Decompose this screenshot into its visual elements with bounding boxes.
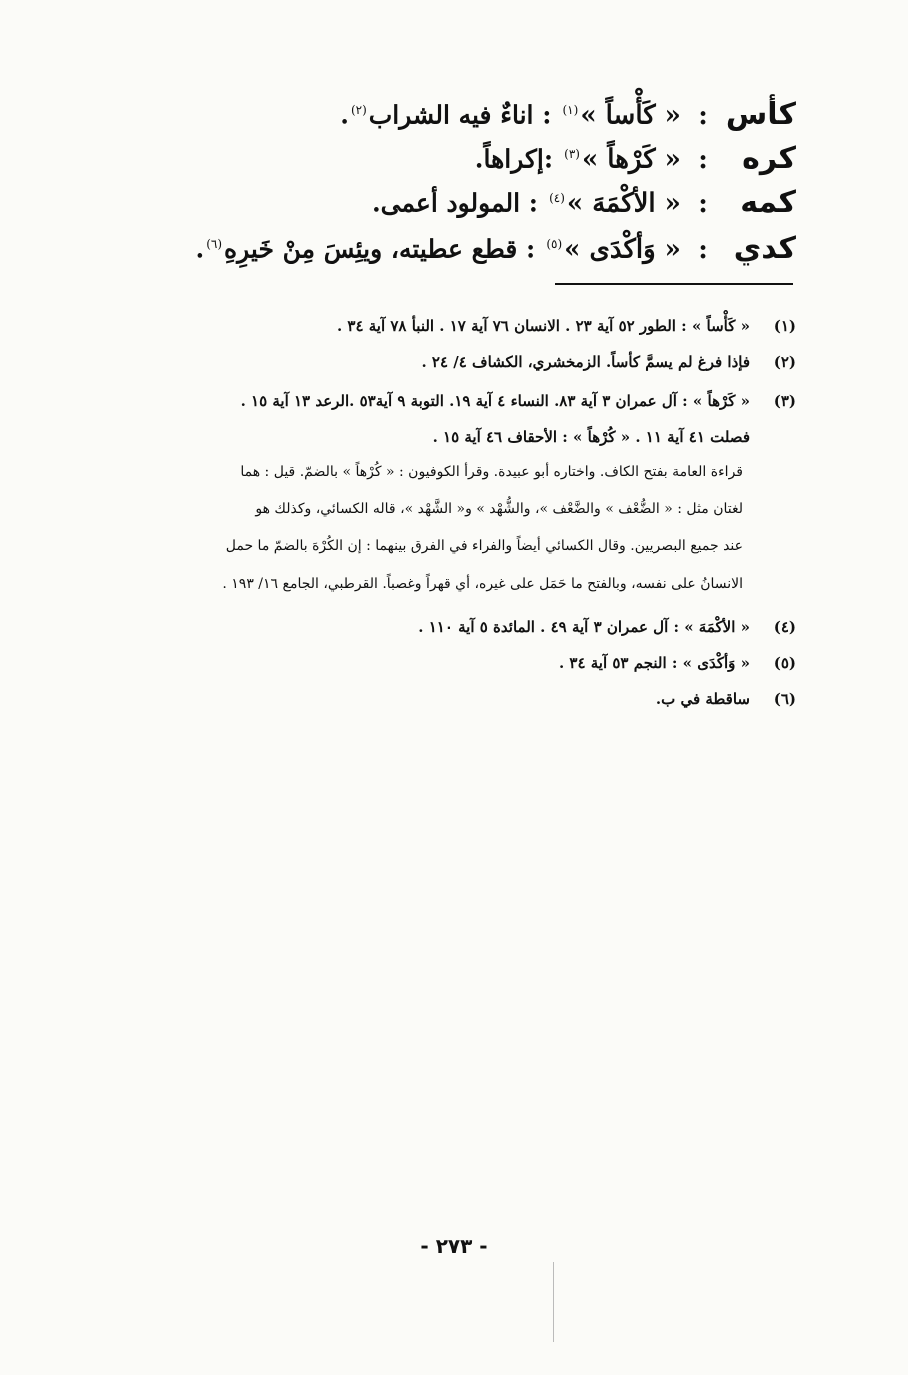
footnote-number: (١) [773,317,796,335]
commentary-line: الانسانُ على نفسه، وبالفتح ما حَمَل على غيره، أي قهراً وغصباً. القرطبي، الجامع ١٦/ ١٩٣ . [222,576,743,592]
entry-end: . [195,234,205,264]
entry-kamah [236,176,796,226]
entry-word: « كَأْساً » [580,100,681,131]
footnote-ref: (٤) [549,191,565,205]
entry-definition: : اناءٌ فيه الشراب [368,100,552,130]
entry-definition: :إكراهاً. [474,144,554,174]
footnote-number: (٦) [773,690,796,708]
footnote-text: « كَرْهاً » : آل عمران ٣ آية ٨٣. النساء ٤ آية ١٩. التوبة ٩ آية٥٣ .الرعد ١٣ آية ١٥ . [240,392,750,410]
footnote-5 [559,652,796,674]
entry-root: كدي [733,230,796,266]
entry-word: « كَرْهاً » [581,144,681,175]
entry-word: « الأكْمَهَ » [566,188,681,219]
entry-word: « وَأكْدَى » [564,234,681,265]
commentary-line: عند جميع البصريين. وقال الكسائي أيضاً والفراء في الفرق بينهما : إن الكُرْهَ بالضمّ ما حمل [225,538,743,554]
footnote-separator [555,283,793,285]
footnote-1 [337,315,796,337]
footnote-2 [421,351,796,373]
entry-colon: : [698,188,708,219]
page-number: - ٢٧٣ - [420,1234,488,1258]
entry-colon: : [698,234,708,265]
footnote-ref: (٥) [546,237,563,251]
footnote-4 [418,616,796,638]
entry-definition: : المولود أعمى. [371,188,539,218]
footnote-number: (٣) [773,392,796,410]
scan-artifact-line [553,1262,554,1342]
footnote-number: (٥) [773,654,796,672]
entry-end: . [340,100,349,130]
entry-root: كمه [740,184,796,220]
footnote-text: ساقطة في ب. [655,690,750,708]
footnote-ref: (٢) [350,103,367,117]
footnote-ref: (٦) [206,237,223,251]
entry-root: كأس [725,96,796,132]
footnote-text: فصلت ٤١ آية ١١ . « كُرْهاً » : الأحقاف ٤٦ آية ١٥ . [432,428,750,446]
entry-colon: : [698,100,708,131]
entry-kady [195,222,796,272]
commentary-line: قراءة العامة بفتح الكاف. واختاره أبو عبيدة. وقرأ الكوفيون : « كُرْهاً » بالضمّ. قيل : هما [240,464,743,480]
footnote-number: (٤) [773,618,796,636]
footnote-3-continued [433,426,796,448]
entry-root: كره [742,140,796,176]
entry-colon: : [698,144,708,175]
footnote-3 [241,390,796,412]
footnote-text: « الأكْمَهَ » : آل عمران ٣ آية ٤٩ . المائدة ٥ آية ١١٠ . [418,618,750,636]
entry-kurh [236,132,796,182]
footnote-ref: (٣) [564,147,580,161]
footnote-text: فإذا فرغ لم يسمَّ كأساً. الزمخشري، الكشاف ٤/ ٢٤ . [421,353,750,371]
footnote-6 [656,688,796,710]
commentary-line: لغتان مثل : « الضُّعْف » والضَّعْف »، والشُّهْد » و« الشَّهْد »، قاله الكسائي، وكذلك هو [255,501,743,517]
entry-kas [236,88,796,138]
footnote-number: (٢) [773,353,796,371]
footnote-ref: (١) [562,103,579,117]
entry-definition: : قطع عطيته، ويئِسَ مِنْ خَيرِهِ [224,234,536,264]
footnote-text: « كَأْساً » : الطور ٥٢ آية ٢٣ . الانسان ٧٦ آية ١٧ . النبأ ٧٨ آية ٣٤ . [336,317,750,335]
footnote-text: « وَأكْدَى » : النجم ٥٣ آية ٣٤ . [558,654,750,672]
